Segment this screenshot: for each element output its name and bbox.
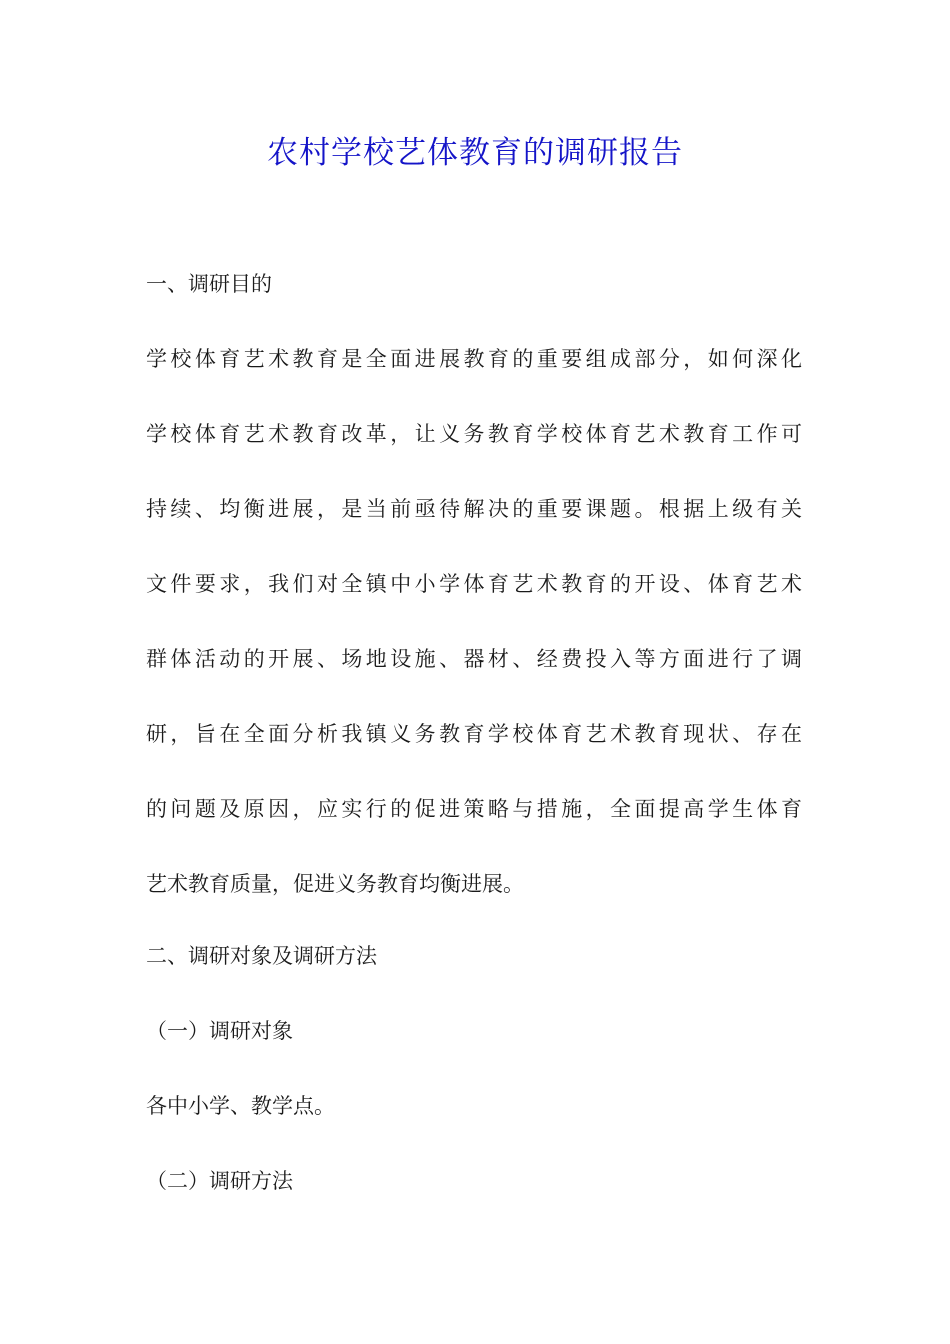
paragraph-line: 文件要求，我们对全镇中小学体育艺术教育的开设、体育艺术 [146, 572, 802, 596]
paragraph-line: 研，旨在全面分析我镇义务教育学校体育艺术教育现状、存在 [146, 722, 802, 746]
section-heading-purpose: 一、调研目的 [146, 272, 272, 296]
paragraph-line: 的问题及原因，应实行的促进策略与措施，全面提高学生体育 [146, 797, 802, 821]
paragraph-line: 群体活动的开展、场地设施、器材、经费投入等方面进行了调 [146, 647, 802, 671]
subsection-heading-objects: （一）调研对象 [146, 1019, 293, 1043]
paragraph-line-last: 艺术教育质量，促进义务教育均衡进展。 [146, 872, 524, 896]
section-heading-objects-methods: 二、调研对象及调研方法 [146, 944, 377, 968]
subsection-text-objects: 各中小学、教学点。 [146, 1094, 335, 1118]
document-title: 农村学校艺体教育的调研报告 [267, 135, 683, 171]
paragraph-line: 学校体育艺术教育是全面进展教育的重要组成部分，如何深化 [146, 347, 802, 371]
subsection-heading-methods: （二）调研方法 [146, 1169, 293, 1193]
paragraph-line: 学校体育艺术教育改革，让义务教育学校体育艺术教育工作可 [146, 422, 802, 446]
paragraph-line: 持续、均衡进展，是当前亟待解决的重要课题。根据上级有关 [146, 497, 802, 521]
